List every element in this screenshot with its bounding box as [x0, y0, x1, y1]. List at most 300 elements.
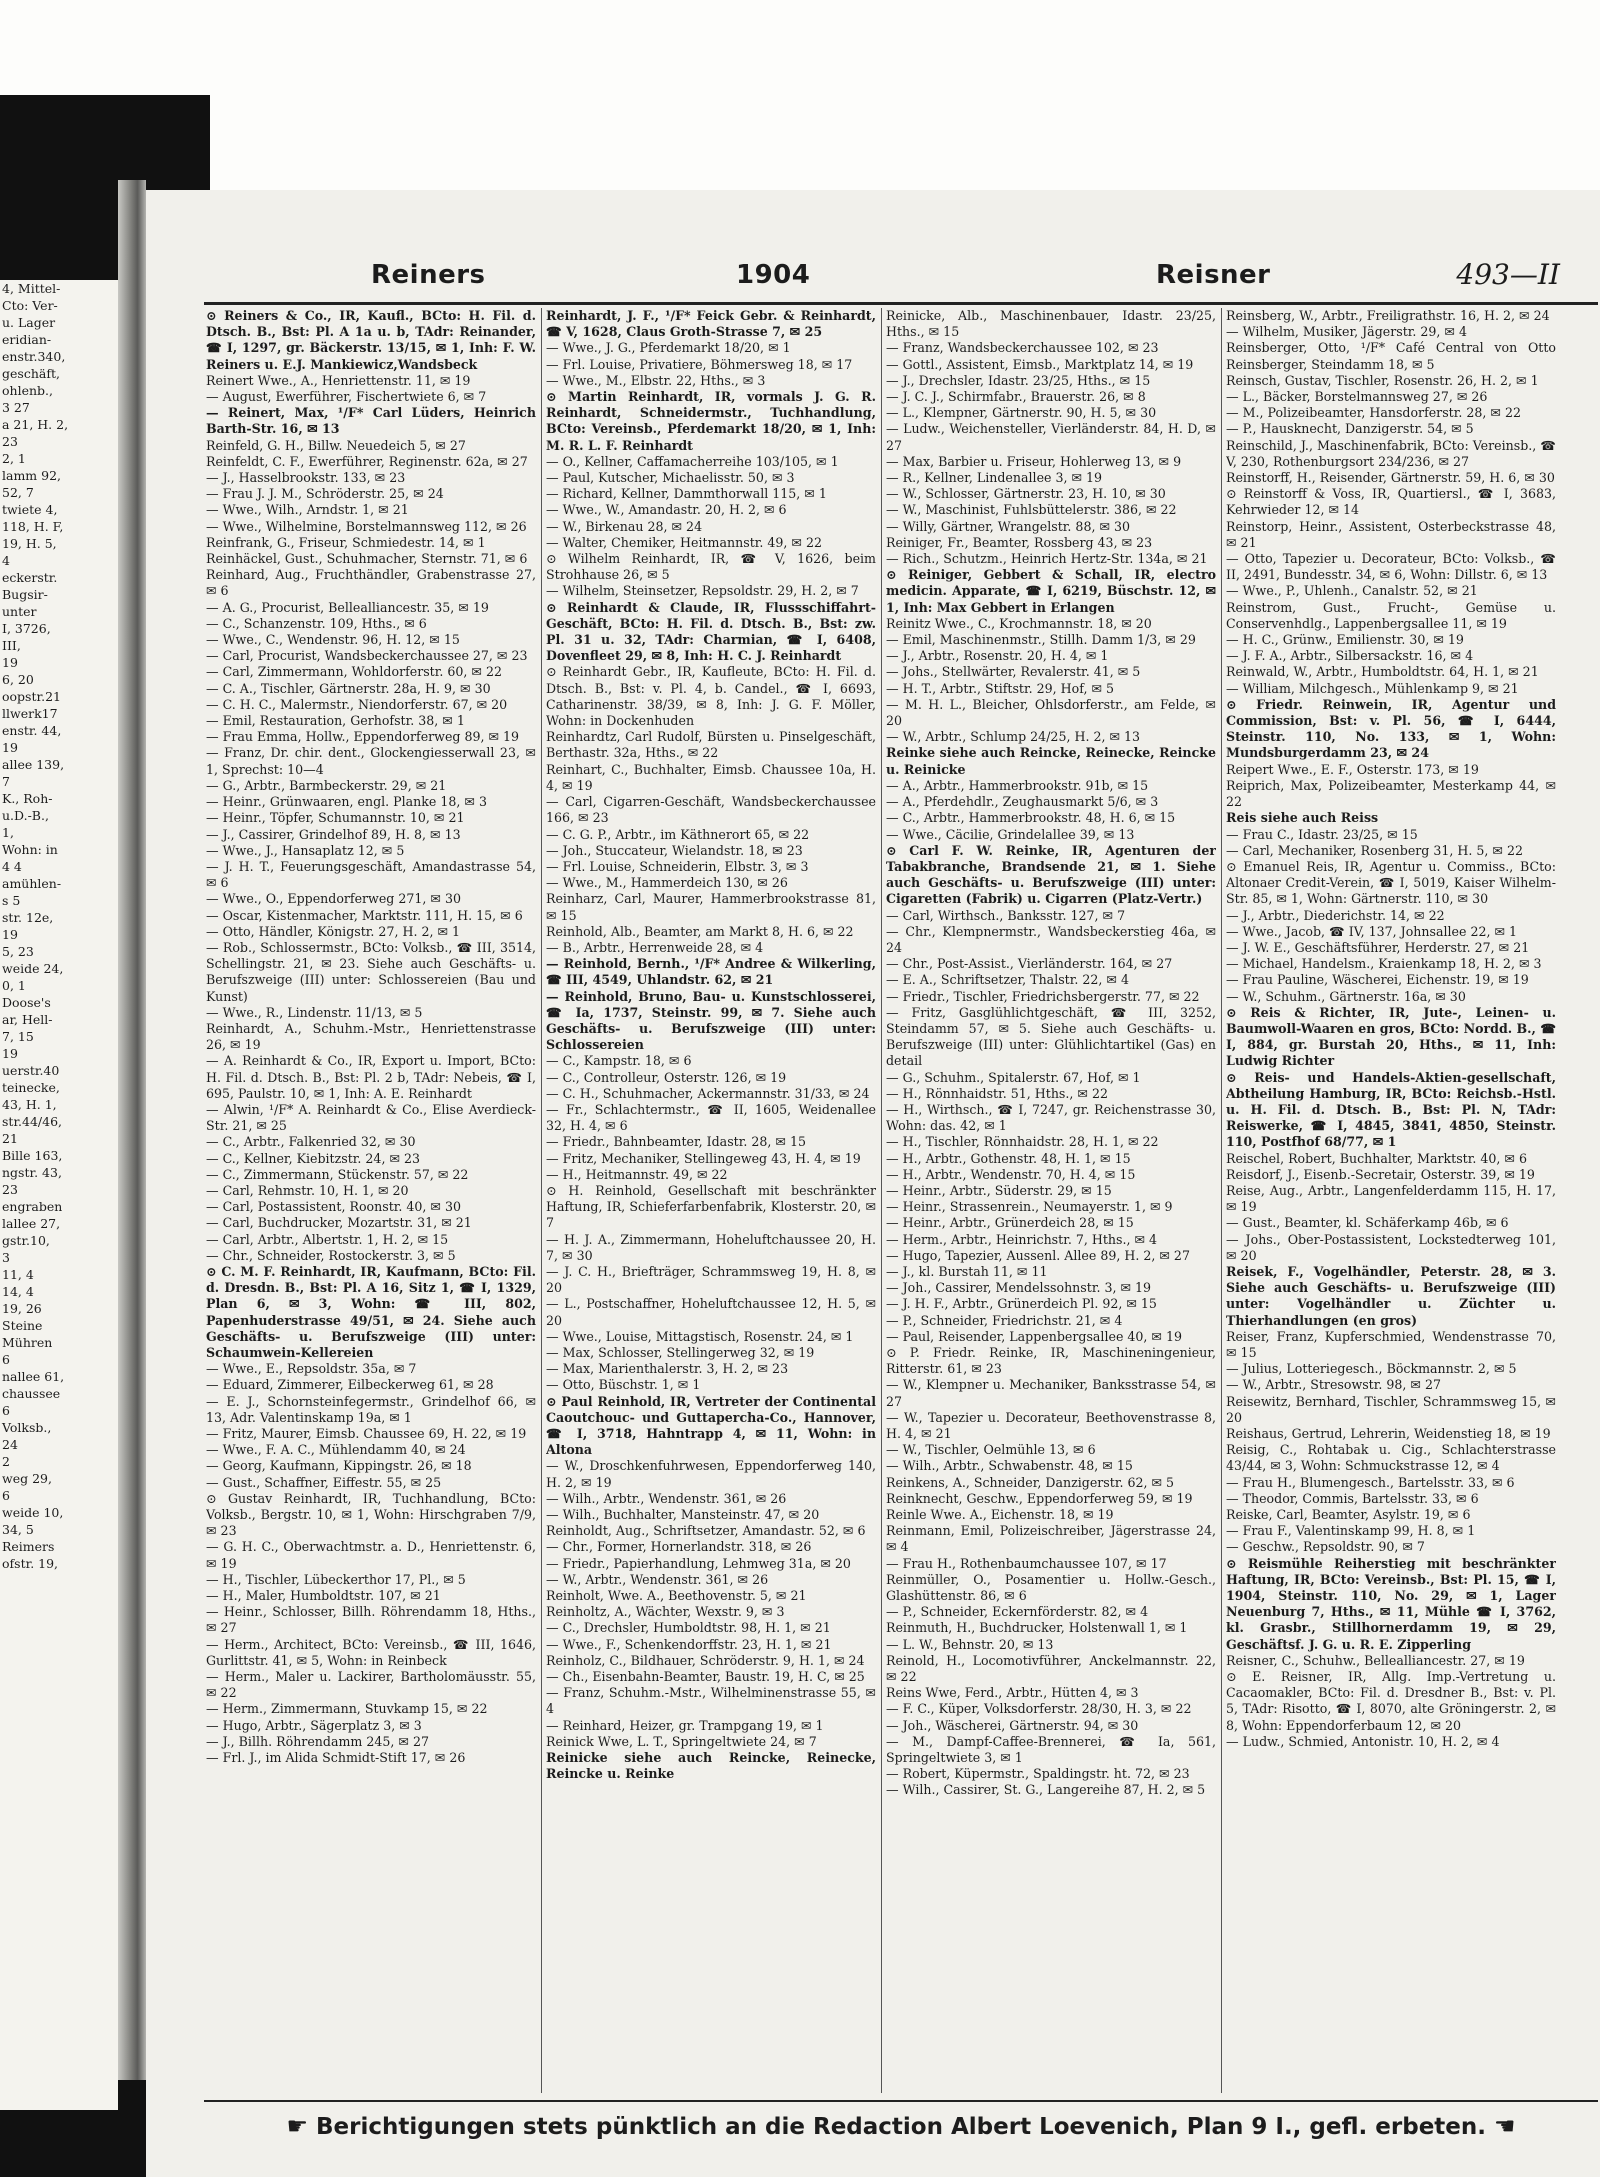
directory-entry: — Wwe., M., Elbstr. 22, Hths., ✉ 3: [546, 372, 766, 388]
directory-entry: — Johs., Ober-Postassistent, Lockstedterweg 101, ✉ 20: [1226, 1231, 1556, 1263]
directory-entry: — Heinr., Arbtr., Grünerdeich 28, ✉ 15: [886, 1215, 1134, 1231]
previous-page-line: ar, Hell-: [2, 1012, 53, 1027]
directory-entry: — Ch., Eisenbahn-Beamter, Baustr. 19, H. C, ✉ 25: [546, 1669, 865, 1685]
previous-page-line: 6, 20: [2, 672, 34, 687]
previous-page-line: 7, 15: [2, 1029, 34, 1044]
page-header: [146, 260, 1600, 300]
directory-entry: — L. W., Behnstr. 20, ✉ 13: [886, 1636, 1054, 1652]
directory-entry: Reinert Wwe., A., Henriettenstr. 11, ✉ 19: [206, 372, 471, 388]
previous-page-line: 0, 1: [2, 978, 26, 993]
directory-entry: Reiske, Carl, Beamter, Asylstr. 19, ✉ 6: [1226, 1507, 1471, 1523]
directory-entry: — Max, Barbier u. Friseur, Hohlerweg 13, ✉ 9: [886, 453, 1182, 469]
directory-entry: — W., Schuhm., Gärtnerstr. 16a, ✉ 30: [1226, 988, 1466, 1004]
column-divider: [1221, 308, 1222, 2093]
directory-page: [146, 190, 1600, 2177]
directory-entry: — Rob., Schlossermstr., BCto: Volksb., ☎ III, 3514, Schellingstr. 21, ✉ 23. Siehe auch Geschäfts- u. Berufszweige (III) unter: Schlossereien (Bau und Kunst): [206, 939, 536, 1004]
previous-page-line: 19: [2, 927, 18, 942]
directory-entry: — Carl, Wirthsch., Banksstr. 127, ✉ 7: [886, 907, 1126, 923]
previous-page-line: 23: [2, 1182, 18, 1197]
header-left-guide-word: Reiners: [371, 260, 486, 290]
previous-page-line: lallee 27,: [2, 1216, 61, 1231]
previous-page-line: Steine: [2, 1318, 43, 1333]
directory-entry: ⊙ Reiniger, Gebbert & Schall, IR, electro medicin. Apparate, ☎ I, 6219, Büschstr. 12, ✉ 1, Inh: Max Gebbert in Erlangen: [886, 567, 1216, 615]
directory-entry: — P., Hausknecht, Danzigerstr. 54, ✉ 5: [1226, 421, 1474, 437]
directory-entry: Reinfeldt, C. F., Ewerführer, Reginenstr. 62a, ✉ 27: [206, 453, 528, 469]
previous-page-line: 4, Mittel-: [2, 281, 61, 296]
directory-entry: Reinstorff, H., Reisender, Gärtnerstr. 59, H. 6, ✉ 30: [1226, 470, 1555, 486]
directory-entry: ⊙ Reinhardt & Claude, IR, Flussschiffahrt-Geschäft, BCto: H. Fil. d. Dtsch. B., Bst: zw. Pl. 31 u. 32, TAdr: Charmian, ☎ I, 6408, Dovenfleet 29, ✉ 8, Inh: H. C. J. Reinhardt: [546, 599, 876, 664]
directory-entry: Reisner, C., Schuhw., Bellealliancestr. 27, ✉ 19: [1226, 1652, 1525, 1668]
directory-entry: — J., kl. Burstah 11, ✉ 11: [886, 1263, 1048, 1279]
previous-page-line: Doose's: [2, 995, 51, 1010]
directory-entry: Reins Wwe, Ferd., Arbtr., Hütten 4, ✉ 3: [886, 1685, 1139, 1701]
directory-entry: — Wwe., J., Hansaplatz 12, ✉ 5: [206, 842, 405, 858]
previous-page-line: str.44/46,: [2, 1114, 63, 1129]
directory-entry: — Wilhelm, Steinsetzer, Repsoldstr. 29, H. 2, ✉ 7: [546, 583, 859, 599]
previous-page-line: 6: [2, 1403, 10, 1418]
directory-entry: — Wwe., F., Schenkendorffstr. 23, H. 1, ✉ 21: [546, 1636, 832, 1652]
directory-entry: — C., Kampstr. 18, ✉ 6: [546, 1053, 692, 1069]
directory-entry: — A., Arbtr., Hammerbrookstr. 91b, ✉ 15: [886, 777, 1149, 793]
previous-page-line: 2: [2, 1454, 10, 1469]
directory-entry: — M., Dampf-Caffee-Brennerei, ☎ Ia, 561, Springeltwiete 3, ✉ 1: [886, 1733, 1216, 1766]
directory-entry: — E. J., Schornsteinfegermstr., Grindelhof 66, ✉ 13, Adr. Valentinskamp 19a, ✉ 1: [206, 1393, 536, 1425]
directory-entry: — C. H., Schuhmacher, Ackermannstr. 31/33, ✉ 24: [546, 1085, 870, 1101]
previous-page-fragment: [0, 280, 118, 2110]
directory-entry: — J., Hasselbrookstr. 133, ✉ 23: [206, 470, 406, 486]
pointing-hand-icon: ☛: [286, 2112, 308, 2140]
previous-page-line: 23: [2, 434, 18, 449]
directory-entry: Reiniger, Fr., Beamter, Rossberg 43, ✉ 23: [886, 534, 1153, 550]
directory-entry: — Joh., Wäscherei, Gärtnerstr. 94, ✉ 30: [886, 1717, 1139, 1733]
directory-entry: Reinwald, W., Arbtr., Humboldtstr. 64, H. 1, ✉ 21: [1226, 664, 1539, 680]
directory-entry: — Reinhard, Heizer, gr. Trampgang 19, ✉ 1: [546, 1717, 824, 1733]
directory-entry: — Rich., Schutzm., Heinrich Hertz-Str. 134a, ✉ 21: [886, 551, 1208, 567]
directory-entry: — J. C. J., Schirmfabr., Brauerstr. 26, ✉ 8: [886, 389, 1146, 405]
previous-page-line: weg 29,: [2, 1471, 52, 1486]
directory-entry: — Wwe., E., Repsoldstr. 35a, ✉ 7: [206, 1361, 417, 1377]
directory-entry: — C., Controlleur, Osterstr. 126, ✉ 19: [546, 1069, 787, 1085]
page-footer: [206, 2112, 1596, 2140]
previous-page-line: Mühren: [2, 1335, 53, 1350]
directory-entry: Reinhardtz, Carl Rudolf, Bürsten u. Pinselgeschäft, Berthastr. 32a, Hths., ✉ 22: [546, 729, 876, 761]
previous-page-line: 3: [2, 1250, 10, 1265]
directory-entry: Reinmuth, H., Buchdrucker, Holstenwall 1, ✉ 1: [886, 1620, 1188, 1636]
directory-entry: — Wwe., F. A. C., Mühlendamm 40, ✉ 24: [206, 1442, 466, 1458]
directory-entry: — Heinr., Grünwaaren, engl. Planke 18, ✉ 3: [206, 794, 487, 810]
directory-entry: Reinfeld, G. H., Billw. Neuedeich 5, ✉ 27: [206, 437, 466, 453]
directory-entry: Reinsberger, Otto, ¹/F* Café Central von Otto Reinsberger, Steindamm 18, ✉ 5: [1226, 340, 1556, 372]
previous-page-line: 19, H. 5,: [2, 536, 57, 551]
pointing-hand-icon: ☛: [1494, 2112, 1516, 2140]
directory-entry: — Carl, Procurist, Wandsbeckerchaussee 27, ✉ 23: [206, 648, 528, 664]
directory-entry: — Reinhold, Bernh., ¹/F* Andree & Wilkerling, ☎ III, 4549, Uhlandstr. 62, ✉ 21: [546, 956, 876, 988]
directory-entry: — F. C., Küper, Volksdorferstr. 28/30, H. 3, ✉ 22: [886, 1701, 1192, 1717]
previous-page-line: chaussee: [2, 1386, 61, 1401]
directory-entry: — Wwe., Wilhelmine, Borstelmannsweg 112, ✉ 26: [206, 518, 527, 534]
directory-entry: Reinke siehe auch Reincke, Reinecke, Reincke u. Reinicke: [886, 745, 1216, 777]
directory-entry: ⊙ Carl F. W. Reinke, IR, Agenturen der Tabakbranche, Brandsende 21, ✉ 1. Siehe auch Geschäfts- u. Berufszweige (III) unter: Cigaretten (Fabrik) u. Cigarren (Platz-Vertr.): [886, 842, 1216, 907]
directory-entry: — J. H. F., Arbtr., Grünerdeich Pl. 92, ✉ 15: [886, 1296, 1157, 1312]
directory-entry: Reis siehe auch Reiss: [1226, 810, 1379, 826]
directory-entry: Reinfrank, G., Friseur, Schmiedestr. 14, ✉ 1: [206, 534, 486, 550]
directory-entry: — J., Arbtr., Rosenstr. 20, H. 4, ✉ 1: [886, 648, 1109, 664]
directory-entry: Reinkens, A., Schneider, Danzigerstr. 62, ✉ 5: [886, 1474, 1175, 1490]
directory-entry: — Alwin, ¹/F* A. Reinhardt & Co., Elise Averdieck-Str. 21, ✉ 25: [206, 1101, 536, 1134]
directory-entry: — Walter, Chemiker, Heitmannstr. 49, ✉ 22: [546, 534, 823, 550]
directory-entry: Reinholdt, Aug., Schriftsetzer, Amandastr. 52, ✉ 6: [546, 1523, 866, 1539]
previous-page-line: enstr.340,: [2, 349, 66, 364]
directory-entry: Reinsch, Gustav, Tischler, Rosenstr. 26, H. 2, ✉ 1: [1226, 372, 1539, 388]
directory-entry: — Frl. Louise, Privatiere, Böhmersweg 18, ✉ 17: [546, 356, 853, 372]
directory-entry: — Gust., Beamter, kl. Schäferkamp 46b, ✉ 6: [1226, 1215, 1509, 1231]
directory-entry: — Frau C., Idastr. 23/25, ✉ 15: [1226, 826, 1418, 842]
footer-notice: Berichtigungen stets pünktlich an die Redaction Albert Loevenich, Plan 9 I., gefl. erbeten.: [315, 2114, 1486, 2140]
directory-entry: — Reinhold, Bruno, Bau- u. Kunstschlosserei, ☎ Ia, 1737, Steinstr. 99, ✉ 7. Siehe auch Geschäfts- u. Berufszweige (III) unter: Schlossereien: [546, 988, 876, 1053]
previous-page-line: unter: [2, 604, 37, 619]
previous-page-line: 118, H. F,: [2, 519, 64, 534]
directory-entry: — W., Arbtr., Wendenstr. 361, ✉ 26: [546, 1571, 769, 1587]
directory-entry: — Frau Pauline, Wäscherei, Eichenstr. 19, ✉ 19: [1226, 972, 1529, 988]
directory-entry: — William, Milchgesch., Mühlenkamp 9, ✉ 21: [1226, 680, 1519, 696]
previous-page-line: 1,: [2, 825, 14, 840]
previous-page-line: ohlenb.,: [2, 383, 53, 398]
previous-page-line: enstr. 44,: [2, 723, 62, 738]
directory-entry: — Fritz, Gasglühlichtgeschäft, ☎ III, 3252, Steindamm 57, ✉ 5. Siehe auch Geschäfts- u. Berufszweige (III) unter: Glühlichtartikel (Gas) en detail: [886, 1004, 1216, 1069]
directory-entry: ⊙ Friedr. Reinwein, IR, Agentur und Commission, Bst: v. Pl. 56, ☎ I, 6444, Steinstr. 110, No. 133, ✉ 1, Wohn: Mundsburgerdamm 23, ✉ 24: [1226, 696, 1556, 761]
column-4: [1226, 308, 1556, 2088]
previous-page-line: 4 4: [2, 859, 22, 874]
previous-page-line: Volksb.,: [2, 1420, 52, 1435]
directory-entry: — Gust., Schaffner, Eiffestr. 55, ✉ 25: [206, 1474, 442, 1490]
directory-entry: Reinitz Wwe., C., Krochmannstr. 18, ✉ 20: [886, 615, 1152, 631]
directory-entry: — Joh., Cassirer, Mendelssohnstr. 3, ✉ 19: [886, 1280, 1152, 1296]
directory-entry: — Chr., Schneider, Rostockerstr. 3, ✉ 5: [206, 1247, 456, 1263]
directory-entry: — A., Pferdehdlr., Zeughausmarkt 5/6, ✉ 3: [886, 794, 1159, 810]
directory-entry: — O., Kellner, Caffamacherreihe 103/105, ✉ 1: [546, 453, 839, 469]
directory-entry: — Hugo, Arbtr., Sägerplatz 3, ✉ 3: [206, 1717, 422, 1733]
directory-entry: — Oscar, Kistenmacher, Marktstr. 111, H. 15, ✉ 6: [206, 907, 523, 923]
directory-entry: — H., Rönnhaidstr. 51, Hths., ✉ 22: [886, 1085, 1108, 1101]
directory-entry: — Heinr., Schlosser, Billh. Röhrendamm 18, Hths., ✉ 27: [206, 1604, 536, 1636]
directory-entry: — Georg, Kaufmann, Kippingstr. 26, ✉ 18: [206, 1458, 472, 1474]
column-3: [886, 308, 1216, 2088]
directory-entry: — H. T., Arbtr., Stiftstr. 29, Hof, ✉ 5: [886, 680, 1115, 696]
directory-entry: Reinhardt, A., Schuhm.-Mstr., Henriettenstrasse 26, ✉ 19: [206, 1020, 536, 1053]
directory-entry: — W., Maschinist, Fuhlsbüttelerstr. 386, ✉ 22: [886, 502, 1177, 518]
directory-entry: — Otto, Händler, Königstr. 27, H. 2, ✉ 1: [206, 923, 461, 939]
directory-entry: — August, Ewerführer, Fischertwiete 6, ✉ 7: [206, 389, 487, 405]
previous-page-line: 19: [2, 1046, 18, 1061]
directory-entry: — H. C., Grünw., Emilienstr. 30, ✉ 19: [1226, 632, 1464, 648]
previous-page-line: 11, 4: [2, 1267, 34, 1282]
directory-entry: — Wilh., Buchhalter, Mansteinstr. 47, ✉ 20: [546, 1507, 820, 1523]
directory-entry: — Carl, Mechaniker, Rosenberg 31, H. 5, ✉ 22: [1226, 842, 1523, 858]
directory-entry: — Gottl., Assistent, Eimsb., Marktplatz 14, ✉ 19: [886, 356, 1194, 372]
directory-entry: — E. A., Schriftsetzer, Thalstr. 22, ✉ 4: [886, 972, 1129, 988]
previous-page-line: K., Roh-: [2, 791, 53, 806]
directory-entry: — Heinr., Strassenrein., Neumayerstr. 1, ✉ 9: [886, 1199, 1173, 1215]
directory-entry: ⊙ Gustav Reinhardt, IR, Tuchhandlung, BCto: Volksb., Bergstr. 10, ✉ 1, Wohn: Hirschgraben 7/9, ✉ 23: [206, 1490, 536, 1539]
previous-page-line: Wohn: in: [2, 842, 58, 857]
directory-entry: — Wilhelm, Musiker, Jägerstr. 29, ✉ 4: [1226, 324, 1467, 340]
header-right-guide-word: Reisner: [1156, 260, 1271, 290]
directory-entry: — R., Kellner, Lindenallee 3, ✉ 19: [886, 470, 1103, 486]
directory-entry: — W., Droschkenfuhrwesen, Eppendorferweg 140, H. 2, ✉ 19: [546, 1458, 876, 1490]
previous-page-line: 14, 4: [2, 1284, 34, 1299]
previous-page-line: weide 10,: [2, 1505, 64, 1520]
previous-page-line: a 21, H. 2,: [2, 417, 69, 432]
directory-entry: Reinstorp, Heinr., Assistent, Osterbeckstrasse 48, ✉ 21: [1226, 518, 1556, 550]
previous-page-line: 6: [2, 1488, 10, 1503]
directory-entry: — J., Arbtr., Diederichstr. 14, ✉ 22: [1226, 907, 1445, 923]
previous-page-line: Bille 163,: [2, 1148, 63, 1163]
directory-entry: — H., Maler, Humboldtstr. 107, ✉ 21: [206, 1588, 441, 1604]
directory-entry: — Chr., Former, Hornerlandstr. 318, ✉ 26: [546, 1539, 812, 1555]
directory-entry: — Wwe., P., Uhlenh., Canalstr. 52, ✉ 21: [1226, 583, 1478, 599]
directory-entry: — H., Heitmannstr. 49, ✉ 22: [546, 1166, 728, 1182]
previous-page-line: I, 3726,: [2, 621, 51, 636]
previous-page-line: eridian-: [2, 332, 52, 347]
directory-entry: Reiser, Franz, Kupferschmied, Wendenstrasse 70, ✉ 15: [1226, 1328, 1556, 1360]
directory-entry: — Carl, Cigarren-Geschäft, Wandsbeckerchaussee 166, ✉ 23: [546, 794, 876, 826]
directory-entry: — Wwe., C., Wendenstr. 96, H. 12, ✉ 15: [206, 632, 460, 648]
directory-entry: — Herm., Zimmermann, Stuvkamp 15, ✉ 22: [206, 1701, 488, 1717]
directory-entry: — M., Polizeibeamter, Hansdorferstr. 28, ✉ 22: [1226, 405, 1521, 421]
directory-entry: — Wwe., W., Amandastr. 20, H. 2, ✉ 6: [546, 502, 787, 518]
directory-entry: — L., Klempner, Gärtnerstr. 90, H. 5, ✉ 30: [886, 405, 1157, 421]
directory-entry: — Franz, Schuhm.-Mstr., Wilhelminenstrasse 55, ✉ 4: [546, 1685, 876, 1717]
directory-entry: — Frl. Louise, Schneiderin, Elbstr. 3, ✉ 3: [546, 858, 809, 874]
directory-entry: — Otto, Büschstr. 1, ✉ 1: [546, 1377, 701, 1393]
directory-entry: — H., Wirthsch., ☎ I, 7247, gr. Reichenstrasse 30, Wohn: das. 42, ✉ 1: [886, 1101, 1216, 1134]
directory-entry: — Frau F., Valentinskamp 99, H. 8, ✉ 1: [1226, 1523, 1476, 1539]
directory-entry: Reisewitz, Bernhard, Tischler, Schrammsweg 15, ✉ 20: [1226, 1393, 1556, 1425]
directory-entry: — C., Arbtr., Falkenried 32, ✉ 30: [206, 1134, 416, 1150]
directory-entry: — G., Arbtr., Barmbeckerstr. 29, ✉ 21: [206, 777, 447, 793]
previous-page-line: engraben: [2, 1199, 63, 1214]
directory-entry: — Emil, Restauration, Gerhofstr. 38, ✉ 1: [206, 713, 465, 729]
directory-entry: — Carl, Rehmstr. 10, H. 1, ✉ 20: [206, 1182, 409, 1198]
previous-page-line: allee 139,: [2, 757, 65, 772]
directory-entry: ⊙ Reiners & Co., IR, Kaufl., BCto: H. Fil. d. Dtsch. B., Bst: Pl. A 1a u. b, TAdr: Reinander, ☎ I, 1297, gr. Bäckerstr. 13/15, ✉ 1, Inh: F. W. Reiners u. E.J. Mankiewicz,Wandsbeck: [206, 308, 536, 372]
directory-entry: ⊙ P. Friedr. Reinke, IR, Maschineningenieur, Ritterstr. 61, ✉ 23: [886, 1345, 1216, 1377]
previous-page-line: uerstr.40: [2, 1063, 60, 1078]
directory-entry: — C. H. C., Malermstr., Niendorferstr. 67, ✉ 20: [206, 696, 508, 712]
directory-entry: — Eduard, Zimmerer, Eilbeckerweg 61, ✉ 28: [206, 1377, 494, 1393]
directory-entry: Reisig, C., Rohtabak u. Cig., Schlachterstrasse 43/44, ✉ 3, Wohn: Schmuckstrasse 12, ✉ 4: [1226, 1442, 1556, 1474]
directory-entry: — J., Cassirer, Grindelhof 89, H. 8, ✉ 13: [206, 826, 461, 842]
directory-entry: Reinle Wwe. A., Eichenstr. 18, ✉ 19: [886, 1507, 1114, 1523]
directory-entry: — Franz, Dr. chir. dent., Glockengiesserwall 23, ✉ 1, Sprechst: 10—4: [206, 745, 536, 777]
directory-entry: Reinholt, Wwe. A., Beethovenstr. 5, ✉ 21: [546, 1588, 807, 1604]
directory-entry: Reinschild, J., Maschinenfabrik, BCto: Vereinsb., ☎ V, 230, Rothenburgsort 234/236, ✉ 27: [1226, 437, 1556, 469]
directory-entry: Reinhard, Aug., Fruchthändler, Grabenstrasse 27, ✉ 6: [206, 567, 536, 599]
page-number: 493—II: [1456, 258, 1560, 291]
directory-entry: Reinicke, Alb., Maschinenbauer, Idastr. 23/25, Hths., ✉ 15: [886, 308, 1216, 340]
previous-page-line: oopstr.21: [2, 689, 61, 704]
directory-entry: — W., Arbtr., Stresowstr. 98, ✉ 27: [1226, 1377, 1441, 1393]
previous-page-line: 4: [2, 553, 10, 568]
directory-entry: — C. G. P., Arbtr., im Käthnerort 65, ✉ 22: [546, 826, 810, 842]
directory-entry: — C., Schanzenstr. 109, Hths., ✉ 6: [206, 615, 427, 631]
previous-page-line: 21: [2, 1131, 18, 1146]
directory-entry: — Hugo, Tapezier, Aussenl. Allee 89, H. 2, ✉ 27: [886, 1247, 1190, 1263]
previous-page-line: str. 12e,: [2, 910, 54, 925]
directory-entry: — Carl, Buchdrucker, Mozartstr. 31, ✉ 21: [206, 1215, 472, 1231]
directory-entry: — Wwe., Wilh., Arndstr. 1, ✉ 21: [206, 502, 409, 518]
column-divider: [881, 308, 882, 2093]
previous-page-line: u. Lager: [2, 315, 56, 330]
directory-entry: — Frl. J., im Alida Schmidt-Stift 17, ✉ 26: [206, 1750, 466, 1766]
directory-entry: — Theodor, Commis, Bartelsstr. 33, ✉ 6: [1226, 1490, 1479, 1506]
directory-entry: — Paul, Reisender, Lappenbergsallee 40, ✉ 19: [886, 1328, 1183, 1344]
directory-entry: — C., Drechsler, Humboldtstr. 98, H. 1, ✉ 21: [546, 1620, 831, 1636]
scan-top-margin: [0, 0, 1600, 95]
directory-entry: — Frau H., Rothenbaumchaussee 107, ✉ 17: [886, 1555, 1167, 1571]
directory-entry: Reinholtz, A., Wächter, Wexstr. 9, ✉ 3: [546, 1604, 785, 1620]
previous-page-line: Bugsir-: [2, 587, 48, 602]
directory-entry: — Wwe., R., Lindenstr. 11/13, ✉ 5: [206, 1004, 423, 1020]
directory-entry: — G., Schuhm., Spitalerstr. 67, Hof, ✉ 1: [886, 1069, 1141, 1085]
previous-page-line: ngstr. 43,: [2, 1165, 62, 1180]
directory-entry: Reinhart, C., Buchhalter, Eimsb. Chaussee 10a, H. 4, ✉ 19: [546, 761, 876, 793]
book-spine: [118, 180, 146, 2080]
directory-entry: — C. A., Tischler, Gärtnerstr. 28a, H. 9, ✉ 30: [206, 680, 491, 696]
directory-entry: — P., Schneider, Eckernförderstr. 82, ✉ 4: [886, 1604, 1149, 1620]
previous-page-line: 5, 23: [2, 944, 34, 959]
directory-entry: — Wwe., Cäcilie, Grindelallee 39, ✉ 13: [886, 826, 1135, 842]
previous-page-line: 24: [2, 1437, 18, 1452]
directory-entry: — W., Arbtr., Schlump 24/25, H. 2, ✉ 13: [886, 729, 1141, 745]
directory-entry: — Friedr., Bahnbeamter, Idastr. 28, ✉ 15: [546, 1134, 806, 1150]
directory-entry: — Carl, Postassistent, Roonstr. 40, ✉ 30: [206, 1199, 462, 1215]
directory-entry: — Max, Schlosser, Stellingerweg 32, ✉ 19: [546, 1345, 815, 1360]
column-divider: [541, 308, 542, 2093]
previous-page-line: teinecke,: [2, 1080, 60, 1095]
previous-page-line: lamm 92,: [2, 468, 62, 483]
directory-entry: — Wilh., Arbtr., Schwabenstr. 48, ✉ 15: [886, 1458, 1133, 1474]
previous-page-line: 3 27: [2, 400, 30, 415]
directory-entry: ⊙ Reismühle Reiherstieg mit beschränkter Haftung, IR, BCto: Vereinsb., Bst: Pl. 15, ☎ I, 1904, Steinstr. 110, No. 29, ✉ 1, Lager Neuenburg 7, Hths., ✉ 11, Mühle ☎ I, 3762, kl. Grasbr., Stillhornerdamm 19, ✉ 29, Geschäftsf. J. G. u. R. E. Zipperling: [1226, 1555, 1556, 1652]
directory-entry: Reinhardt, J. F., ¹/F* Feick Gebr. & Reinhardt, ☎ V, 1628, Claus Groth-Strasse 7, ✉ 25: [546, 308, 876, 340]
previous-page-line: Cto: Ver-: [2, 298, 58, 313]
directory-entry: — Ludw., Weichensteller, Vierländerstr. 84, H. D, ✉ 27: [886, 421, 1216, 453]
directory-entry: Reishaus, Gertrud, Lehrerin, Weidenstieg 18, ✉ 19: [1226, 1426, 1551, 1442]
directory-entry: — J. H. T., Feuerungsgeschäft, Amandastrasse 54, ✉ 6: [206, 858, 536, 891]
directory-entry: Reisdorf, J., Eisenb.-Secretair, Osterstr. 39, ✉ 19: [1226, 1166, 1535, 1182]
directory-entry: — Richard, Kellner, Dammthorwall 115, ✉ 1: [546, 486, 827, 502]
previous-page-line: 19: [2, 655, 18, 670]
directory-entry: ⊙ Reis- und Handels-Aktien-gesellschaft, Abtheilung Hamburg, IR, BCto: Reichsb.-Hstl. u. H. Fil. d. Dtsch. B., Bst: Pl. N, TAdr: Reiswerke, ☎ I, 4845, 3841, 4850, Steinstr. 110, Postfhof 68/77, ✉ 1: [1226, 1069, 1556, 1150]
column-1: [206, 308, 536, 2088]
directory-entry: — Wwe., M., Hammerdeich 130, ✉ 26: [546, 875, 788, 891]
directory-entry: — H., Arbtr., Gothenstr. 48, H. 1, ✉ 15: [886, 1150, 1131, 1166]
directory-entry: — J. W. E., Geschäftsführer, Herderstr. 27, ✉ 21: [1226, 939, 1530, 955]
previous-page-line: 34, 5: [2, 1522, 34, 1537]
directory-entry: — Carl, Arbtr., Albertstr. 1, H. 2, ✉ 15: [206, 1231, 449, 1247]
directory-entry: — Herm., Arbtr., Heinrichstr. 7, Hths., ✉ 4: [886, 1231, 1158, 1247]
directory-entry: — Julius, Lotteriegesch., Böckmannstr. 2, ✉ 5: [1226, 1361, 1517, 1377]
directory-entry: Reinhold, Alb., Beamter, am Markt 8, H. 6, ✉ 22: [546, 923, 854, 939]
header-rule: [204, 302, 1598, 305]
directory-entry: ⊙ E. Reisner, IR, Allg. Imp.-Vertretung u. Cacaomakler, BCto: Fil. d. Dresdner B., Bst: v. Pl. 5, TAdr: Risotto, ☎ I, 8070, alte Gröningerstr. 2, ✉ 8, Wohn: Eppendorferbaum 12, ✉ 20: [1226, 1669, 1556, 1733]
directory-entry: — Max, Marienthalerstr. 3, H. 2, ✉ 23: [546, 1361, 789, 1377]
directory-entry: — Chr., Klempnermstr., Wandsbeckerstieg 46a, ✉ 24: [886, 923, 1216, 955]
column-2: [546, 308, 876, 2088]
previous-page-line: 2, 1: [2, 451, 26, 466]
directory-entry: — Friedr., Tischler, Friedrichsbergerstr. 77, ✉ 22: [886, 988, 1200, 1004]
directory-entry: — Wilh., Cassirer, St. G., Langereihe 87, H. 2, ✉ 5: [886, 1782, 1206, 1798]
directory-entry: ⊙ Reis & Richter, IR, Jute-, Leinen- u. Baumwoll-Waaren en gros, BCto: Nordd. B., ☎ I, 884, gr. Burstah 20, Hths., ✉ 11, Inh: Ludwig Richter: [1226, 1004, 1556, 1069]
directory-entry: Reinhäckel, Gust., Schuhmacher, Sternstr. 71, ✉ 6: [206, 551, 528, 567]
directory-entry: Reiprich, Max, Polizeibeamter, Mesterkamp 44, ✉ 22: [1226, 777, 1556, 810]
directory-entry: — Wwe., J. G., Pferdemarkt 18/20, ✉ 1: [546, 340, 791, 356]
directory-entry: — Herm., Maler u. Lackirer, Bartholomäusstr. 55, ✉ 22: [206, 1669, 536, 1701]
directory-entry: — W., Schlosser, Gärtnerstr. 23, H. 10, ✉ 30: [886, 486, 1166, 502]
footer-rule: [204, 2100, 1598, 2102]
previous-page-line: weide 24,: [2, 961, 64, 976]
directory-entry: — Otto, Tapezier u. Decorateur, BCto: Volksb., ☎ II, 2491, Bundesstr. 34, ✉ 6, Wohn: Dillstr. 6, ✉ 13: [1226, 551, 1556, 583]
directory-entry: — M. H. L., Bleicher, Ohlsdorferstr., am Felde, ✉ 20: [886, 696, 1216, 729]
previous-page-line: ofstr. 19,: [2, 1556, 59, 1571]
directory-entry: — Joh., Stuccateur, Wielandstr. 18, ✉ 23: [546, 842, 803, 858]
previous-page-line: 43, H. 1,: [2, 1097, 57, 1112]
directory-entry: Reise, Aug., Arbtr., Langenfelderdamm 115, H. 17, ✉ 19: [1226, 1182, 1556, 1215]
directory-entry: ⊙ Reinstorff & Voss, IR, Quartiersl., ☎ I, 3683, Kehrwieder 12, ✉ 14: [1226, 486, 1556, 518]
previous-page-line: geschäft,: [2, 366, 60, 381]
directory-entry: ⊙ Wilhelm Reinhardt, IR, ☎ V, 1626, beim Strohhause 26, ✉ 5: [546, 551, 876, 583]
directory-entry: — Johs., Stellwärter, Revalerstr. 41, ✉ 5: [886, 664, 1141, 680]
directory-entry: ⊙ C. M. F. Reinhardt, IR, Kaufmann, BCto: Fil. d. Dresdn. B., Bst: Pl. A 16, Sitz 1, ☎ I, 1329, Plan 6, ✉ 3, Wohn: ☎ III, 802, Papenhuderstrasse 49/51, ✉ 24. Siehe auch Geschäfts- u. Berufszweige (III) unter: Schaumwein-Kellereien: [206, 1263, 536, 1360]
directory-entry: Reinsberg, W., Arbtr., Freiligrathstr. 16, H. 2, ✉ 24: [1226, 308, 1550, 323]
directory-entry: Reinknecht, Geschw., Eppendorferweg 59, ✉ 19: [886, 1490, 1193, 1506]
header-year: 1904: [736, 260, 811, 290]
directory-entry: — Wilh., Arbtr., Wendenstr. 361, ✉ 26: [546, 1490, 787, 1506]
previous-page-line: 7: [2, 774, 10, 789]
previous-page-line: amühlen-: [2, 876, 62, 891]
directory-entry: Reinharz, Carl, Maurer, Hammerbrookstrasse 81, ✉ 15: [546, 891, 876, 923]
directory-entry: ⊙ Reinhardt Gebr., IR, Kaufleute, BCto: H. Fil. d. Dtsch. B., Bst: v. Pl. 4, b. Candel., ☎ I, 6693, Catharinenstr. 38/39, ✉ 8, Inh: J. G. F. Möller, Wohn: in Dockenhuden: [546, 664, 876, 729]
directory-entry: Reisek, F., Vogelhändler, Peterstr. 28, ✉ 3. Siehe auch Geschäfts- u. Berufszweige (III) unter: Vogelhändler u. Züchter u. Thierhandlungen (en gros): [1226, 1263, 1556, 1328]
directory-entry: — Paul, Kutscher, Michaelisstr. 50, ✉ 3: [546, 470, 795, 486]
directory-entry: — C., Arbtr., Hammerbrookstr. 48, H. 6, ✉ 15: [886, 810, 1176, 826]
directory-entry: Reinmüller, O., Posamentier u. Hollw.-Gesch., Glashüttenstr. 86, ✉ 6: [886, 1571, 1216, 1604]
directory-entry: — Wwe., Louise, Mittagstisch, Rosenstr. 24, ✉ 1: [546, 1328, 854, 1344]
directory-entry: — Willy, Gärtner, Wrangelstr. 88, ✉ 30: [886, 518, 1131, 534]
previous-page-line: s 5: [2, 893, 21, 908]
previous-page-line: III,: [2, 638, 21, 653]
directory-entry: — Geschw., Repsoldstr. 90, ✉ 7: [1226, 1539, 1425, 1555]
directory-entry: — W., Tapezier u. Decorateur, Beethovenstrasse 8, H. 4, ✉ 21: [886, 1409, 1216, 1442]
directory-entry: — Fr., Schlachtermstr., ☎ II, 1605, Weidenallee 32, H. 4, ✉ 6: [546, 1101, 876, 1134]
directory-entry: — Heinr., Arbtr., Süderstr. 29, ✉ 15: [886, 1182, 1112, 1198]
previous-page-line: eckerstr.: [2, 570, 58, 585]
directory-entry: — Frau Emma, Hollw., Eppendorferweg 89, ✉ 19: [206, 729, 520, 745]
directory-entry: — Friedr., Papierhandlung, Lehmweg 31a, ✉ 20: [546, 1555, 851, 1571]
directory-entry: — Michael, Handelsm., Kraienkamp 18, H. 2, ✉ 3: [1226, 956, 1542, 972]
directory-entry: Reinold, H., Locomotivführer, Anckelmannstr. 22, ✉ 22: [886, 1652, 1216, 1685]
previous-page-line: 6: [2, 1352, 10, 1367]
directory-entry: Reinmann, Emil, Polizeischreiber, Jägerstrasse 24, ✉ 4: [886, 1523, 1216, 1555]
directory-entry: — Ludw., Schmied, Antonistr. 10, H. 2, ✉ 4: [1226, 1733, 1500, 1749]
directory-entry: — J. C. H., Briefträger, Schrammsweg 19, H. 8, ✉ 20: [546, 1263, 876, 1296]
directory-entry: — J. F. A., Arbtr., Silbersackstr. 16, ✉ 4: [1226, 648, 1474, 664]
directory-entry: — L., Postschaffner, Hoheluftchaussee 12, H. 5, ✉ 20: [546, 1296, 876, 1328]
directory-entry: — Wwe., O., Eppendorferweg 271, ✉ 30: [206, 891, 461, 907]
previous-page-line: gstr.10,: [2, 1233, 50, 1248]
directory-entry: — C., Kellner, Kiebitzstr. 24, ✉ 23: [206, 1150, 421, 1166]
